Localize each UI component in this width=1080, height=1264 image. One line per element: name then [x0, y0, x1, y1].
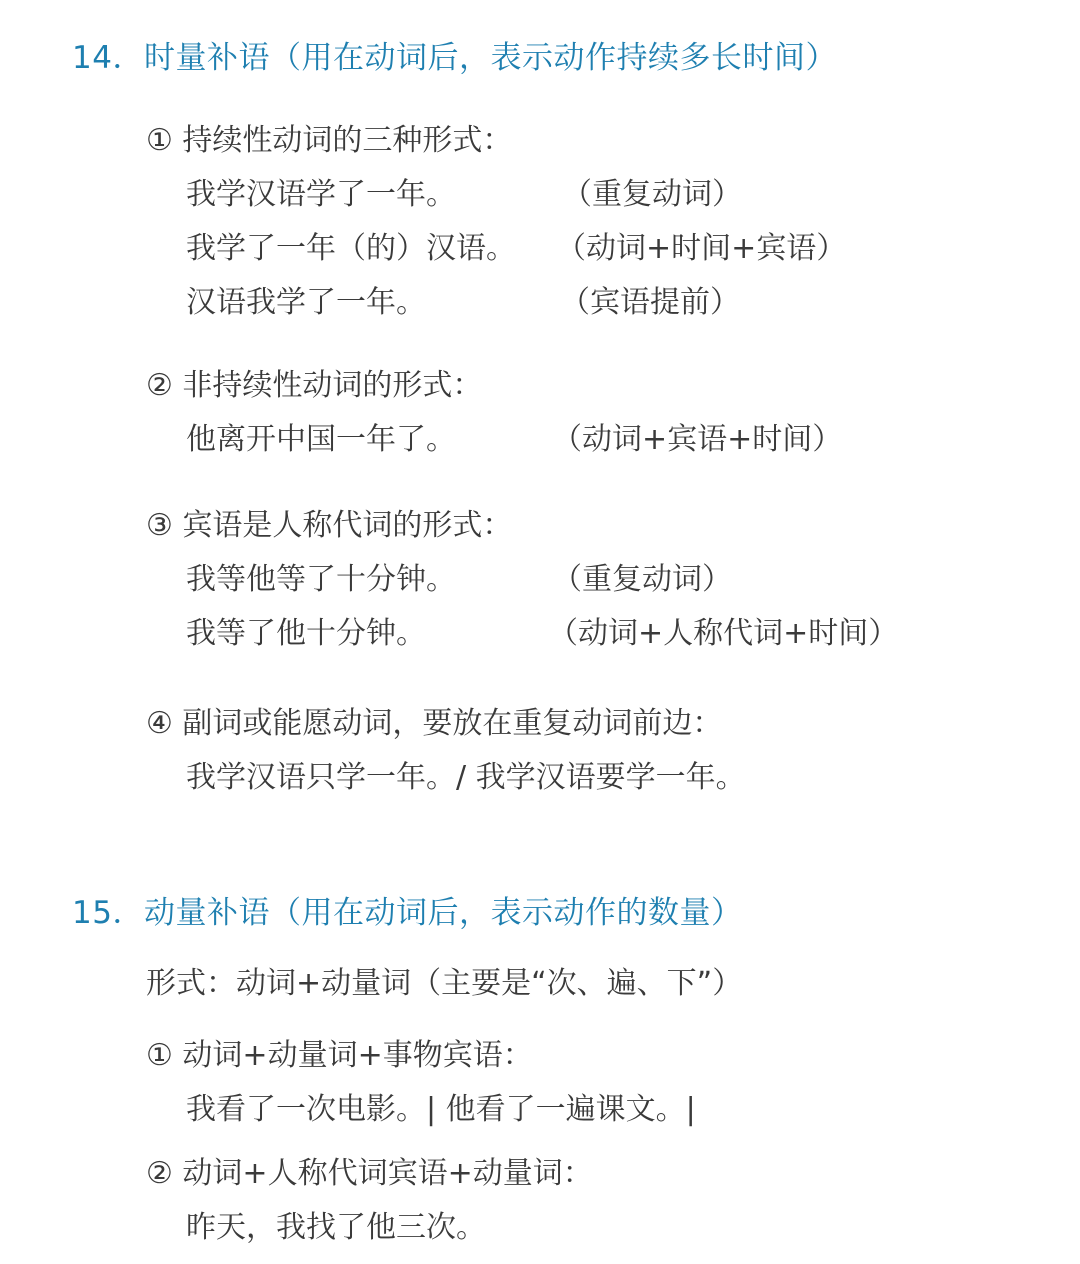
section-14-part-4-title: ④ 副词或能愿动词，要放在重复动词前边： [146, 706, 723, 741]
section-14-part-2-title: ② 非持续性动词的形式： [146, 368, 483, 403]
example-sentence: 我学了一年（的）汉语。 [186, 231, 516, 266]
section-15-heading: 15．动量补语（用在动词后，表示动作的数量） [72, 895, 743, 931]
example-note: （动词+宾语+时间） [552, 422, 843, 457]
example-note: （重复动词） [552, 562, 732, 597]
example-note: （动词+时间+宾语） [556, 231, 847, 266]
example-sentence: 我等了他十分钟。 [186, 616, 426, 651]
example-note: （宾语提前） [560, 285, 740, 320]
example-sentence: 汉语我学了一年。 [186, 285, 426, 320]
example-note: （重复动词） [562, 177, 742, 212]
example-sentence: 昨天，我找了他三次。 [186, 1210, 486, 1245]
example-sentence: 我学汉语学了一年。 [186, 177, 456, 212]
example-sentence: 我看了一次电影。| 他看了一遍课文。| [186, 1092, 696, 1127]
section-15-form: 形式：动词+动量词（主要是“次、遍、下”） [146, 966, 743, 1001]
section-14-heading: 14．时量补语（用在动词后，表示动作持续多长时间） [72, 40, 837, 76]
section-15-part-2-title: ② 动词+人称代词宾语+动量词： [146, 1156, 593, 1191]
example-sentence: 我学汉语只学一年。/ 我学汉语要学一年。 [186, 760, 746, 795]
example-sentence: 他离开中国一年了。 [186, 422, 456, 457]
example-note: （动词+人称代词+时间） [548, 616, 899, 651]
example-sentence: 我等他等了十分钟。 [186, 562, 456, 597]
section-15-part-1-title: ① 动词+动量词+事物宾语： [146, 1038, 533, 1073]
section-14-part-1-title: ① 持续性动词的三种形式： [146, 123, 513, 158]
section-14-part-3-title: ③ 宾语是人称代词的形式： [146, 508, 513, 543]
